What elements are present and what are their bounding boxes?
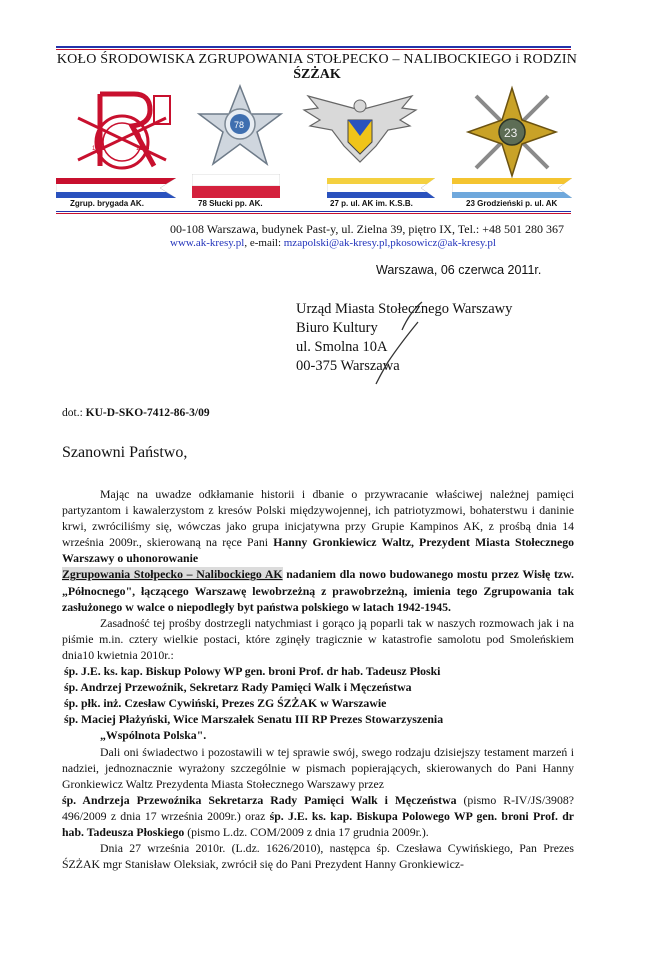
recipient-line: Urząd Miasta Stołecznego Warszawy <box>296 301 513 317</box>
victim-item: śp. płk. inż. Czesław Cywiński, Prezes ZG ŚZŻAK w Warszawie <box>64 696 387 711</box>
email-links[interactable]: mzapolski@ak-kresy.pl,pkosowicz@ak-kresy.pl <box>283 237 496 249</box>
letter-body <box>62 486 574 872</box>
email-label: e-mail: <box>249 237 281 249</box>
caption-78-slucki: 78 Słucki pp. AK. <box>198 199 263 208</box>
emblem-27-uhlan <box>300 90 420 170</box>
svg-text:78: 78 <box>234 120 245 130</box>
header-rule-top-red <box>56 49 571 50</box>
victim-item: śp. J.E. ks. kap. Biskup Polowy WP gen. broni Prof. dr hab. Tadeusz Płoski <box>64 664 441 679</box>
organization-acronym: ŚZŻAK <box>293 67 341 82</box>
paragraph-1-bold: Hanny Gronkiewicz Waltz, Prezydent Miasta Stołecznego Warszawy o uhonorowanie <box>62 535 574 566</box>
cross-23-badge-icon <box>462 82 562 182</box>
caption-brigade: Zgrup. brygada AK. <box>70 199 144 208</box>
recipient-line: ul. Smolna 10A <box>296 339 388 355</box>
reference-line <box>62 407 210 419</box>
svg-text:1943: 1943 <box>92 146 106 152</box>
brigade-emblem-icon <box>70 88 180 178</box>
header-rule-top <box>56 46 571 48</box>
recipient-line: 00-375 Warszawa <box>296 358 400 374</box>
eagle-badge-icon <box>300 90 420 170</box>
cross-badge-icon <box>195 84 285 172</box>
emblem-78-slucki <box>195 84 285 172</box>
letter-date: Warszawa, 06 czerwca 2011r. <box>376 263 542 277</box>
paragraph-2: Zasadność tej prośby dostrzegli natychmiast i gorąco ją poparli tak w naszych rozmowach jak i na piśmie m.in. cztery wielkie postaci, które zginęły tragicznie w katastrofie samolotu pod Smoleńskiem dnia10 kwietnia 2010r.: <box>62 615 574 662</box>
address-line: 00-108 Warszawa, budynek Past-y, ul. Zielna 39, piętro IX, Tel.: +48 501 280 367 <box>170 222 565 236</box>
svg-text:23: 23 <box>504 126 518 140</box>
contact-line: www.ak-kresy.pl, e-mail: mzapolski@ak-kresy.pl,pkosowicz@ak-kresy.pl <box>170 237 496 249</box>
organization-title: KOŁO ŚRODOWISKA ZGRUPOWANIA STOŁPECKO – NALIBOCKIEGO i RODZIN <box>56 52 578 67</box>
header-rule-bottom <box>56 211 571 212</box>
paragraph-1: Mając na uwadze odkłamanie historii i dbanie o przywracanie właściwej należnej pamięci partyzantom i kawalerzystom z kresów Polski międzywojennej, ich patriotyzmowi, bohaterstwu i daninie krwi, zwróciliśmy się, wówczas jako grupa inicjatywna przy Grupie Kampinos AK, z prośbą dnia 14 września 2009r., skierowaną na ręce Pani Hanny Gronkiewicz Waltz, Prezydent Miasta Stołecznego Warszawy o uhonorowanie Zgrupowania Stołpecko – Nalibockiego AK nadaniem dla nowo budowanego mostu przez Wisłę tzw. „Północnego", łączącego Warszawę lewobrzeżną z prawobrzeżną, imienia tego Zgrupowania tak zasłużonego w walce o niepodległy byt państwa polskiego w latach 1942-1945. <box>62 487 574 614</box>
reference-number: KU-D-SKO-7412-86-3/09 <box>85 407 210 419</box>
paragraph-1-bold-2: nadaniem dla nowo budowanego mostu przez Wisłę tzw. „Północnego", łączącego Warszawę lewobrzeżną z prawobrzeżną, imienia tego Zgrupowania tak zasłużonego w walce o niepodległy byt państwa polskiego w latach 1942-1945. <box>62 567 574 614</box>
reference-label: dot.: <box>62 407 83 419</box>
paragraph-4: śp. Andrzeja Przewoźnika Sekretarza Rady Pamięci Walk i Męczeństwa (pismo R-IV/JS/3908?496/2009 z dnia 17 września 2009r.) oraz śp. J.E. ks. kap. Biskupa Polowego WP gen. broni Prof. dr hab. Tadeusza Płoskiego (pismo L.dz. COM/2009 z dnia 17 grudnia 2009r.). <box>62 792 574 839</box>
victim-item: śp. Maciej Płażyński, Wice Marszałek Senatu III RP Prezes Stowarzyszenia <box>64 712 444 727</box>
emblem-23-grodzienski <box>462 82 562 182</box>
caption-27-uhlan: 27 p. ul. AK im. K.S.B. <box>330 199 413 208</box>
emblem-brigade <box>70 88 180 178</box>
victim-item-tail: „Wspólnota Polska". <box>100 728 207 743</box>
caption-23-grodzienski: 23 Grodzieński p. ul. AK <box>466 199 558 208</box>
svg-text:1945: 1945 <box>136 146 150 152</box>
header-rule-bottom-red <box>56 213 571 214</box>
paragraph-1-underlined: Zgrupowania Stołpecko – Nalibockiego AK <box>62 567 283 582</box>
recipient-line: Biuro Kultury <box>296 320 378 336</box>
paragraph-5: Dnia 27 września 2010r. (L.dz. 1626/2010), następca śp. Czesława Cywińskiego, Pan Prezes ŚZŻAK mgr Stanisław Oleksiak, zwrócił się do Pani Prezydent Hanny Gronkiewicz- <box>62 841 574 872</box>
handwritten-mark-icon <box>330 300 440 390</box>
greeting: Szanowni Państwo, <box>62 444 188 461</box>
paragraph-3: Dali oni świadectwo i pozostawili w tej sprawie swój, swego rodzaju dzisiejszy testament marzeń i nadziei, jednoznacznie wyrażony szczególnie w pismach popierających, skierowanych do Pani Hanny Gronkiewicz Waltz Prezydenta Miasta Stołecznego Warszawy przez <box>62 744 574 791</box>
victim-item: śp. Andrzej Przewoźnik, Sekretarz Rady Pamięci Walk i Męczeństwa <box>64 680 412 695</box>
website-link[interactable]: www.ak-kresy.pl <box>170 237 245 249</box>
